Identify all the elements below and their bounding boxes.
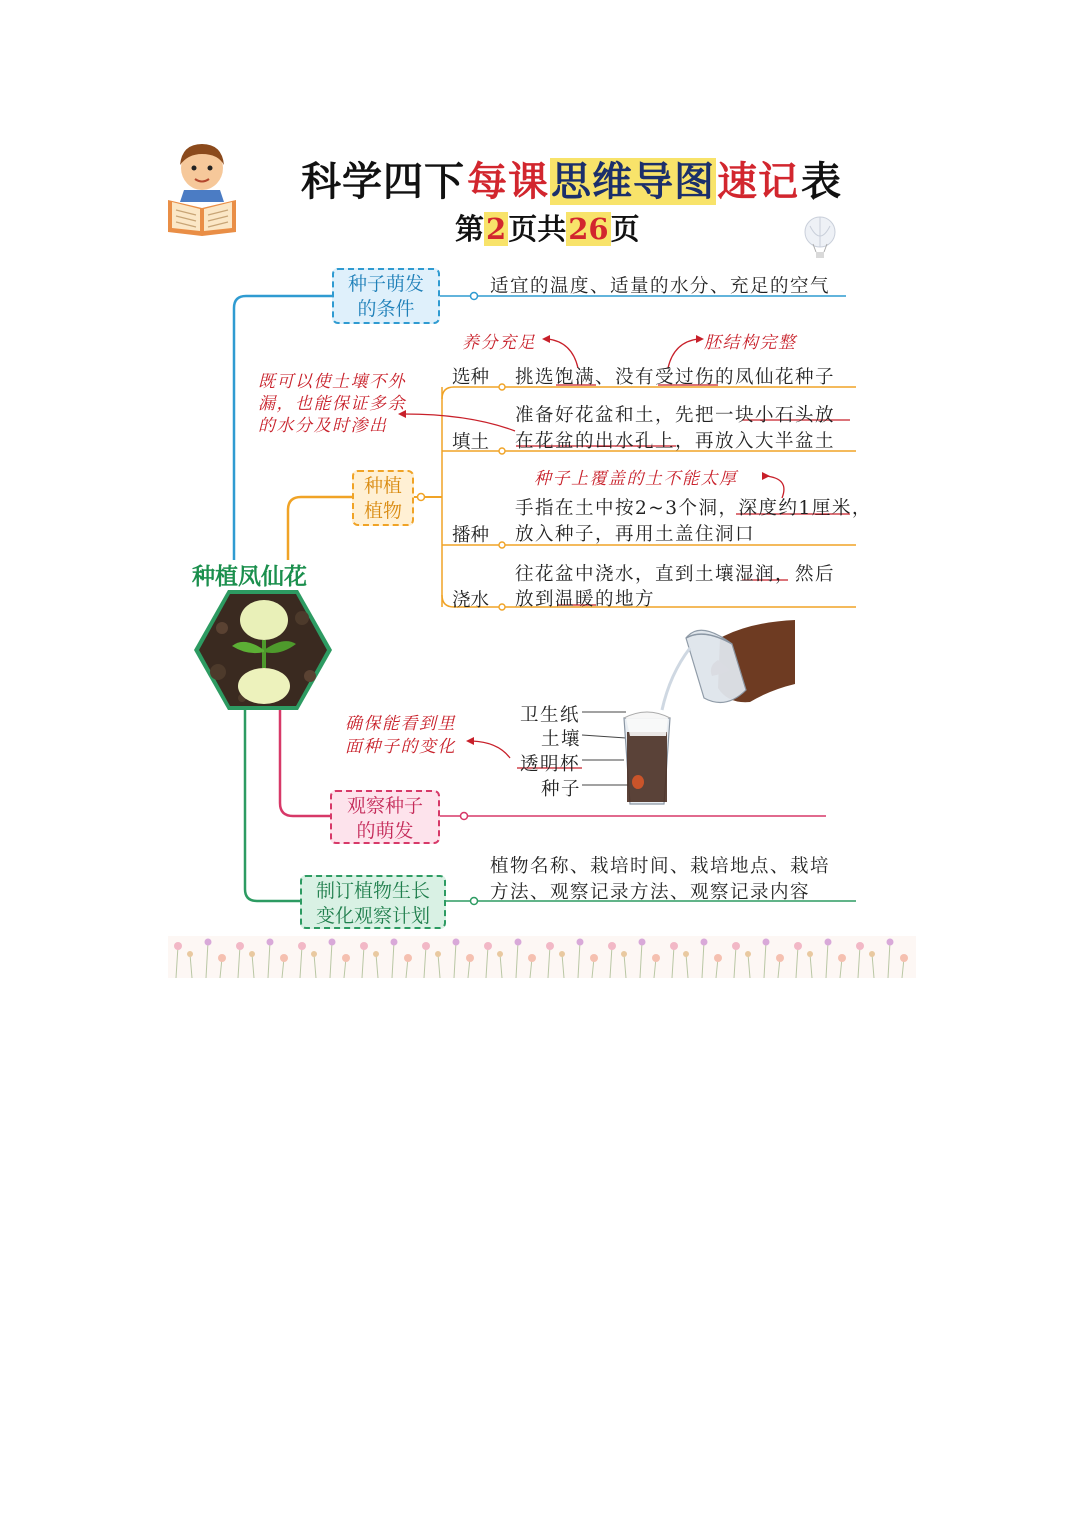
branch-observation-plan [300,875,446,929]
branch-label-line2: 的萌发 [356,820,414,842]
page-mid: 页共 [508,212,567,246]
page-total: 26 [568,212,609,246]
branch-label-line1: 制订植物生长 [315,880,430,902]
step-water-name: 浇水 [452,590,490,611]
page-post: 页 [610,212,640,246]
step-fill-line2: 在花盆的出水孔上，再放入大半盆土 [515,431,836,452]
note-soil-line3: 的水分及时渗出 [258,416,388,436]
note-soil-line2: 漏，也能保证多余 [258,394,406,414]
branch-label-line2: 植物 [363,500,402,522]
cup-experiment-illustration [600,614,800,810]
step-fill-line1: 准备好花盆和土，先把一块小石头放 [515,405,836,426]
step-select-name: 选种 [452,367,490,388]
note-cover: 种子上覆盖的土不能太厚 [534,469,738,489]
cup-label-soil: 土壤 [541,729,582,750]
plan-content-line1: 植物名称、栽培时间、栽培地点、栽培 [490,856,831,877]
step-fill-name: 填土 [452,432,490,453]
branch-observe-germination [330,790,440,844]
flower-border-decoration [168,936,916,978]
step-water-line1: 往花盆中浇水，直到土壤湿润，然后 [515,564,836,585]
page-number: 2 [486,212,507,246]
title-red-1: 每课 [467,158,549,205]
plan-content-line2: 方法、观察记录方法、观察记录内容 [490,882,811,903]
branch-label-line2: 变化观察计划 [315,905,430,927]
root-node-label: 种植凤仙花 [192,564,307,590]
cup-label-paper: 卫生纸 [520,705,581,726]
step-sow-name: 播种 [452,525,490,546]
note-soil-line1: 既可以使土壤不外 [258,372,406,392]
title-red-2: 速记 [717,158,799,205]
page-pre: 第 [455,212,485,246]
seedling-photo [192,588,334,712]
step-water-line2: 放到温暖的地方 [515,589,656,610]
cup-label-cup: 透明杯 [520,754,581,775]
branch-planting [352,470,414,526]
note-see-line1: 确保能看到里 [345,714,456,734]
title-highlight: 思维导图 [551,158,715,205]
note-embryo: 胚结构完整 [704,333,797,353]
title-plain: 科学四下 [301,158,465,205]
step-sow-line1: 手指在土中按2~3个洞，深度约1厘米， [515,498,872,519]
branch-label-line1: 种植 [363,475,402,497]
note-nutrition: 养分充足 [462,333,536,353]
branch-germination-conditions [332,268,440,324]
branch-label-line1: 种子萌发 [347,273,424,295]
branch-label-line2: 的条件 [357,298,415,320]
title-end: 表 [801,158,842,205]
conditions-content: 适宜的温度、适量的水分、充足的空气 [490,276,831,297]
cup-label-seed: 种子 [541,779,582,800]
note-see-line2: 面种子的变化 [345,737,456,757]
branch-label-line1: 观察种子 [346,795,423,817]
step-select-line1: 挑选饱满、没有受过伤的凤仙花种子 [515,367,836,388]
step-sow-line2: 放入种子，再用土盖住洞口 [515,524,756,545]
